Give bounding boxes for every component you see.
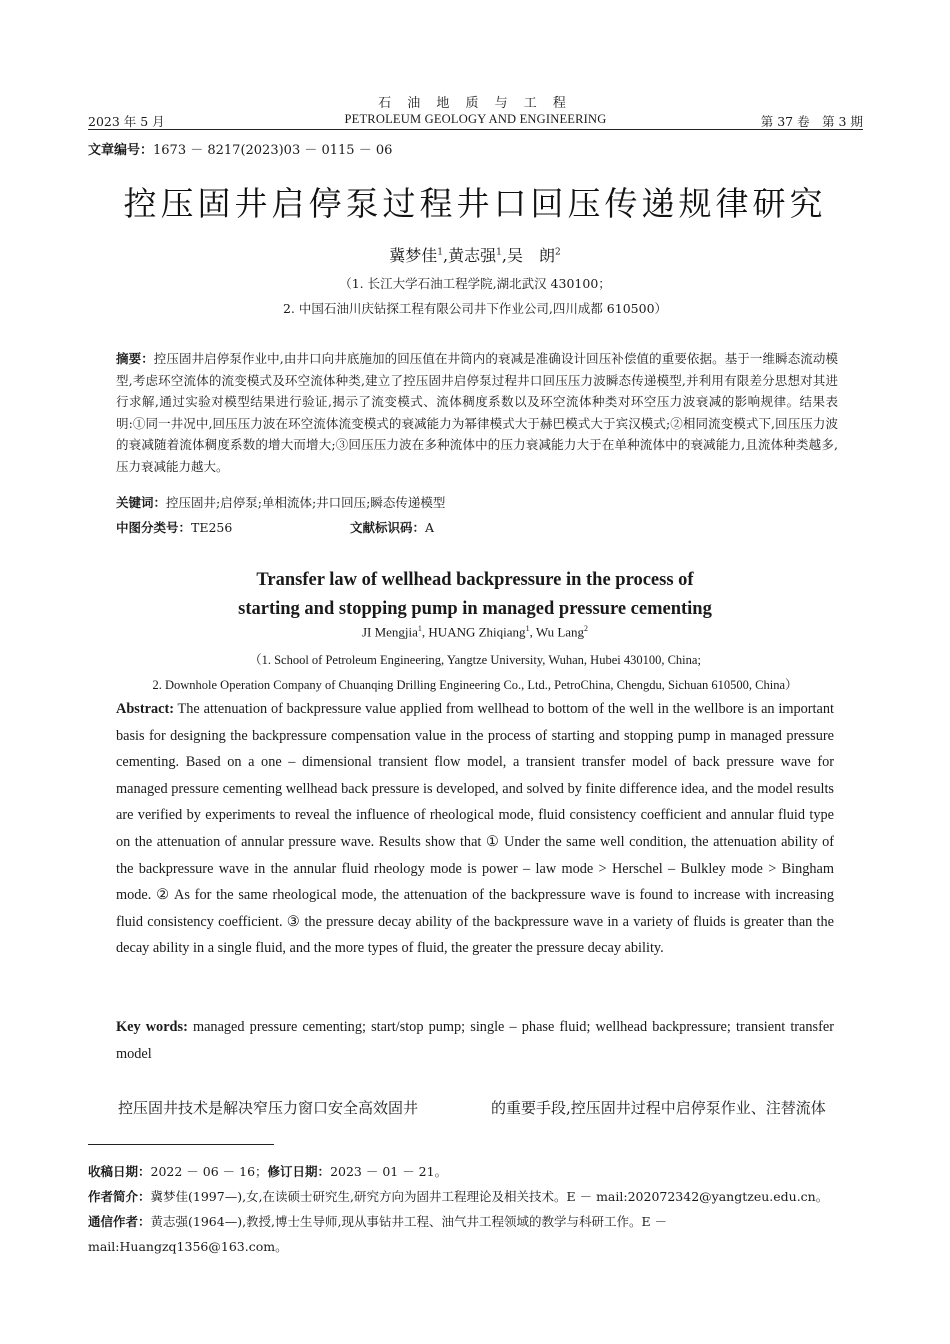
affiliation-cn-2: 2. 中国石油川庆钻探工程有限公司井下作业公司,四川成都 610500） xyxy=(282,301,668,316)
article-number-value: 1673 － 8217(2023)03 － 0115 － 06 xyxy=(153,143,393,158)
footnote-corresponding xyxy=(88,1209,863,1259)
journal-title-cn: 石 油 地 质 与 工 程 xyxy=(378,96,572,111)
doc-code-label: 文献标识码： xyxy=(350,520,426,535)
abstract-en xyxy=(116,696,834,962)
document-code xyxy=(350,518,434,536)
body-text-part: 的重要手段,控压固井过程中启停泵作业、注替流体 xyxy=(491,1099,826,1117)
corresponding-bio: 黄志强(1964—),教授,博士生导师,现从事钻井工程、油气井工程领域的教学与科研工作。E － mail:Huangzq1356@163.com。 xyxy=(88,1214,668,1254)
affiliation-cn-1: （1. 长江大学石油工程学院,湖北武汉 430100； xyxy=(339,276,611,291)
title-cn: 控压固井启停泵过程井口回压传递规律研究 xyxy=(123,184,827,223)
doc-code-value: A xyxy=(425,520,435,535)
journal-title-en: PETROLEUM GEOLOGY AND ENGINEERING xyxy=(344,112,607,126)
author-name-en: HUANG Zhiqiang xyxy=(428,624,526,640)
author-affil-mark: 1 xyxy=(417,624,422,633)
abstract-cn xyxy=(116,348,838,478)
keywords-en-label: Key words: xyxy=(116,1019,188,1035)
authors-en: JI Mengjia$^1$, HUANG Zhiqiang$^1$, Wu Lang$^2$ xyxy=(361,624,589,640)
keywords-cn-text: 控压固井;启停泵;单相流体;井口回压;瞬态传递模型 xyxy=(166,495,446,510)
body-text-part: 控压固井技术是解决窄压力窗口安全高效固井 xyxy=(118,1099,419,1117)
author-affil-mark: 2 xyxy=(554,247,561,258)
abstract-cn-text: 控压固井启停泵作业中,由井口向井底施加的回压值在井筒内的衰减是准确设计回压补偿值的重要依据。基于一维瞬态流动模型,考虑环空流体的流变模式及环空流体种类,建立了控压固井启停泵过程井口回压压力波瞬态传递模型,并利用有限差分思想对其进行求解,通过实验对模型结果进行验证,揭示了流变模式、流体稠度系数以及环空流体种类对环空压力波衰减的影响规律。结果表明:①同一井况中,回压压力波在环空流体流变模式的衰减能力为幂律模式大于赫巴模式大于宾汉模式;②相同流变模式下,回压压力波的衰减随着流体稠度系数的增大而增大;③回压压力波在多种流体中的压力衰减能力大于在单种流体中的衰减能力,且流体种类越多,压力衰减能力越大。 xyxy=(116,351,838,474)
abstract-cn-label: 摘要： xyxy=(116,351,154,366)
footnote-rule xyxy=(88,1144,274,1145)
footnote-author xyxy=(88,1184,863,1209)
author-affil-mark: 1 xyxy=(437,247,444,258)
header-rule xyxy=(88,129,863,130)
footnote-dates xyxy=(88,1159,863,1184)
received-date: 2022 － 06 － 16； xyxy=(150,1164,268,1179)
keywords-en-text: managed pressure cementing; start/stop pump; single – phase fluid; wellhead backpressure; transient transfer model xyxy=(116,1019,834,1062)
received-label: 收稿日期： xyxy=(88,1164,151,1179)
author-name: 冀梦佳 xyxy=(389,246,438,265)
keywords-en xyxy=(116,1014,834,1067)
revised-label: 修订日期： xyxy=(267,1164,331,1179)
keywords-cn-label: 关键词： xyxy=(116,495,167,510)
volume-issue: 第 37 卷 第 3 期 xyxy=(760,114,863,129)
affiliation-en-2: 2. Downhole Operation Company of Chuanqing Drilling Engineering Co., Ltd., PetroChina, Chengdu, Sichuan 610500, China） xyxy=(152,678,798,692)
clc-value: TE256 xyxy=(191,520,233,535)
authors-cn xyxy=(0,243,950,266)
author-name-en: Wu Lang xyxy=(535,624,585,640)
author-name-en: JI Mengjia xyxy=(361,624,418,640)
keywords-cn xyxy=(116,493,445,511)
title-en xyxy=(0,566,950,624)
author-bio-label: 作者简介： xyxy=(88,1189,151,1204)
running-header xyxy=(88,112,863,130)
revised-date: 2023 － 01 － 21。 xyxy=(330,1164,448,1179)
title-en-line: Transfer law of wellhead backpressure in the process of xyxy=(256,570,694,590)
issue-date: 2023 年 5 月 xyxy=(88,114,165,129)
author-separator: , xyxy=(501,246,507,265)
affiliation-en-1: （1. School of Petroleum Engineering, Yangtze University, Wuhan, Hubei 430100, China; xyxy=(249,653,701,667)
corresponding-label: 通信作者： xyxy=(88,1214,151,1229)
article-number xyxy=(88,139,392,158)
abstract-en-text: The attenuation of backpressure value applied from wellhead to bottom of the well in the wellbore is an important basis for designing the backpressure compensation value in the process of starting and stopping pump in managed pressure cementing. Based on a one – dimensional transient flow model, a transient transfer model of back pressure wave for managed pressure cementing wellhead back pressure is developed, and solved by finite difference idea, and the model results are verified by experiments to reveal the influence of rheological mode, fluid consistency coefficient and annular fluid type on the attenuation of annular pressure wave. Results show that ① Under the same well condition, the attenuation ability of the backpressure wave in the annular fluid rheology mode is power – law mode > Herschel – Bulkley mode > Bingham mode. ② As for the same rheological mode, the attenuation of the backpressure wave is found to increase with increasing fluid consistency coefficient. ③ the pressure decay ability of the backpressure wave in a variety of fluids is greater than the decay ability in a single fluid, and the more types of fluid, the greater the pressure decay ability. xyxy=(116,701,834,957)
body-text-start xyxy=(118,1097,826,1118)
abstract-en-label: Abstract: xyxy=(116,701,174,717)
author-name: 黄志强 xyxy=(448,246,497,265)
author-separator: , xyxy=(443,246,449,265)
author-affil-mark: 1 xyxy=(496,247,502,258)
author-bio: 冀梦佳(1997—),女,在读硕士研究生,研究方向为固井工程理论及相关技术。E － mail:202072342@yangtzeu.edu.cn。 xyxy=(150,1189,829,1204)
article-number-label: 文章编号： xyxy=(88,143,154,158)
author-name: 吴 朗 xyxy=(506,246,555,265)
author-affil-mark: 1 xyxy=(525,624,530,633)
classification-row xyxy=(116,518,435,536)
clc-label: 中图分类号： xyxy=(116,520,192,535)
author-affil-mark: 2 xyxy=(584,624,589,633)
title-en-line: starting and stopping pump in managed pressure cementing xyxy=(238,599,712,619)
